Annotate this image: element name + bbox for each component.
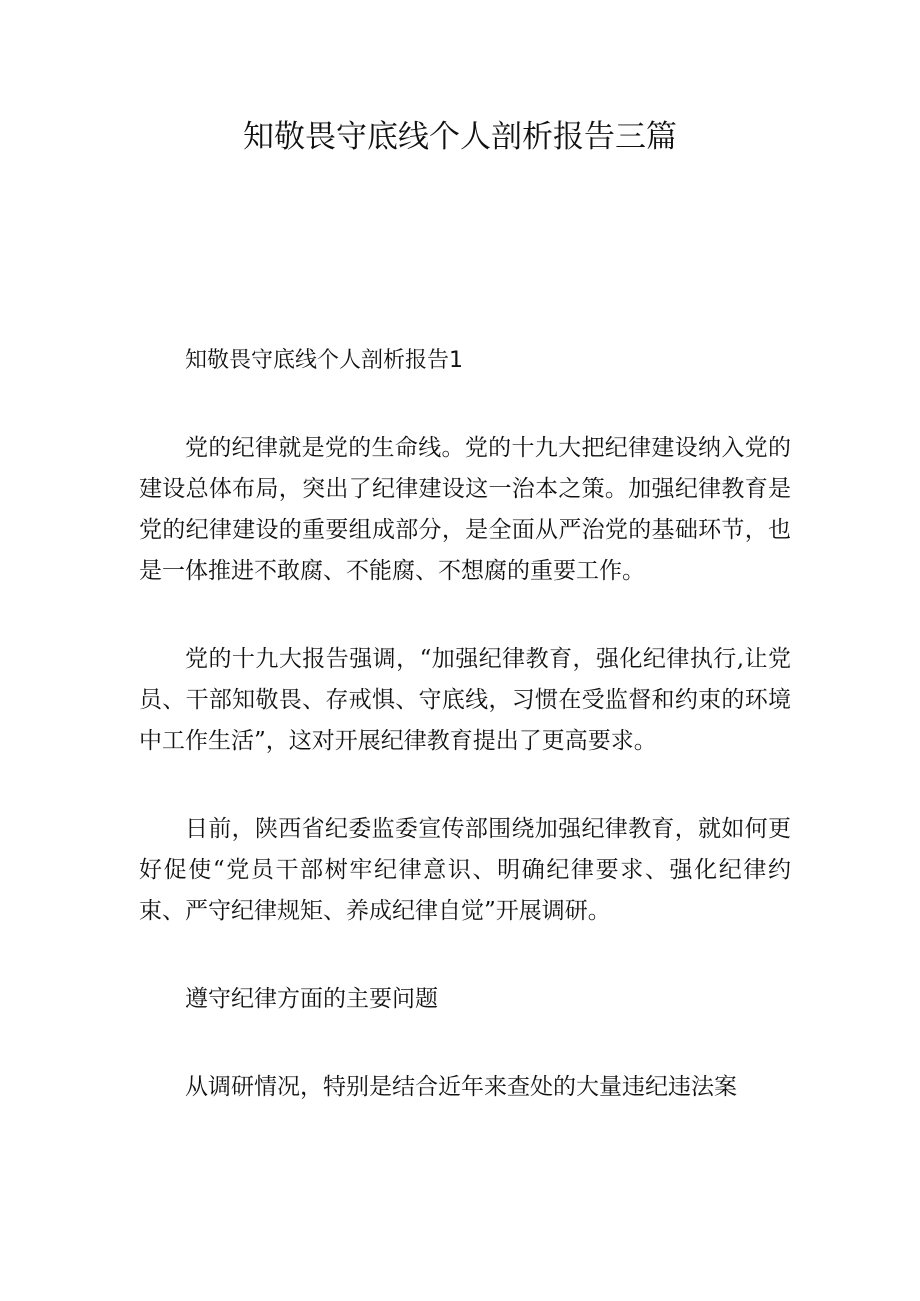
paragraph: 日前，陕西省纪委监委宣传部围绕加强纪律教育，就如何更好促使“党员干部树牢纪律意识、明确纪律要求、强化纪律约束、严守纪律规矩、养成纪律自觉”开展调研。: [139, 816, 791, 924]
section-heading: 知敬畏守底线个人剖析报告1: [185, 348, 463, 373]
paragraph: 党的纪律就是党的生命线。党的十九大把纪律建设纳入党的建设总体布局，突出了纪律建设这一治本之策。加强纪律教育是党的纪律建设的重要组成部分，是全面从严治党的基础环节，也是一体推进不敢腐、不能腐、不想腐的重要工作。: [139, 435, 791, 584]
document-body: [139, 340, 791, 1155]
subsection-heading: 遵守纪律方面的主要问题: [185, 986, 438, 1012]
paragraph: 从调研情况，特别是结合近年来查处的大量违纪违法案: [185, 1074, 737, 1100]
document-title: 知敬畏守底线个人剖析报告三篇: [243, 119, 677, 155]
paragraph: 党的十九大报告强调，“加强纪律教育，强化纪律执行,让党员、干部知敬畏、存戒惧、守底线，习惯在受监督和约束的环境中工作生活”，这对开展纪律教育提出了更高要求。: [139, 646, 791, 754]
